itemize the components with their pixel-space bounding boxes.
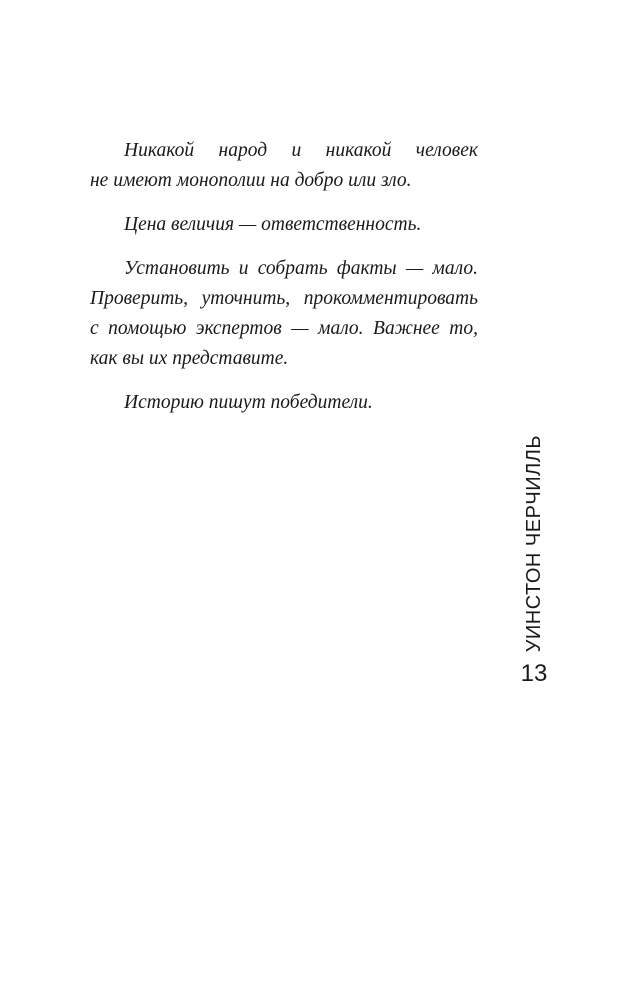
quote-line: Цена величия — ответственность. (124, 214, 422, 235)
quote-line: как вы их представите. (90, 348, 289, 369)
page-number: 13 (520, 660, 548, 687)
quote-line: с помощью экспертов — мало. Важнее то, (90, 318, 478, 339)
quote-line: Историю пишут победители. (124, 392, 373, 413)
quote-line: Установить и собрать факты — мало. (124, 258, 478, 279)
quote-paragraph-1 (90, 136, 478, 196)
quote-paragraph-2 (90, 210, 478, 240)
quote-line: не имеют монополии на добро или зло. (90, 170, 412, 191)
quote-line: Проверить, уточнить, прокомментировать (90, 288, 478, 309)
running-head (520, 435, 548, 653)
quote-paragraph-3 (90, 254, 478, 374)
quotes-text-block (90, 136, 478, 432)
quote-paragraph-4 (90, 388, 478, 418)
author-name: УИНСТОН ЧЕРЧИЛЛЬ (522, 435, 545, 653)
quote-line: Никакой народ и никакой человек (124, 140, 478, 161)
